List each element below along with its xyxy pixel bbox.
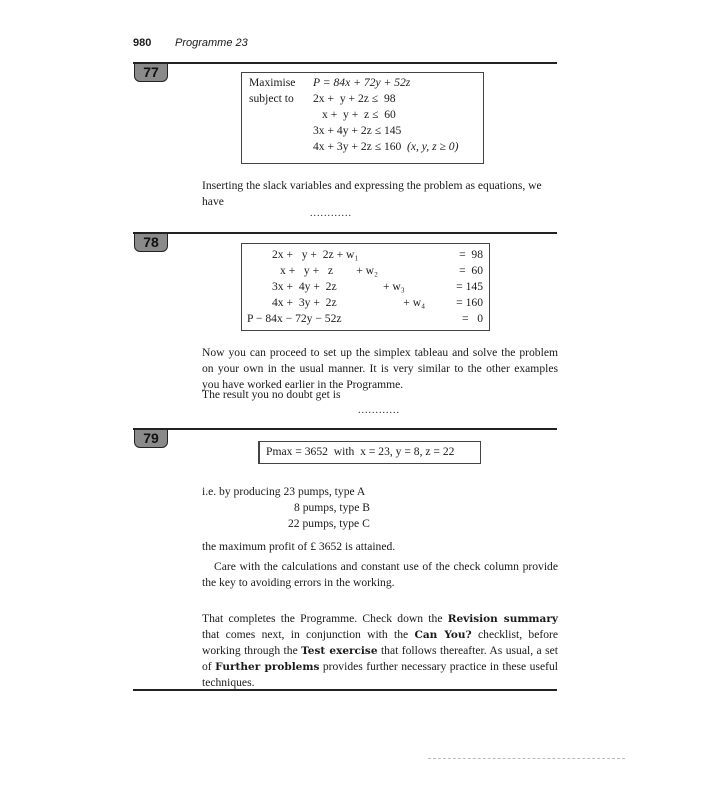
bold-term: Test exercise [301, 645, 378, 657]
frame-number-79: 79 [134, 429, 168, 448]
label-subject-to: subject to [249, 92, 294, 105]
text: that follows thereafter. As usual, a set of [202, 644, 558, 673]
result: Pmax = 3652 with x = 23, y = 8, z = 22 [266, 445, 455, 458]
text: provides further necessary practice in these useful techniques. [202, 660, 558, 689]
result-box [258, 441, 481, 464]
closing-paragraph [202, 611, 558, 691]
constraint: 4x + 3y + 2z ≤ 160 [313, 140, 402, 153]
frame-number-77: 77 [134, 63, 168, 82]
paragraph: The result you no doubt get is [202, 388, 341, 401]
equations-box [241, 243, 490, 331]
frame-number-78: 78 [134, 233, 168, 252]
page-number: 980 [133, 37, 152, 49]
line: the maximum profit of £ 3652 is attained. [202, 540, 396, 553]
paragraph: Care with the calculations and constant use of the check column provide the key to avoiding errors in the working. [202, 560, 558, 589]
paragraph: Now you can proceed to set up the simplex tableau and solve the problem on your own in the usual manner. It is very similar to the other examples you have worked earlier in the Programme. [202, 346, 558, 391]
continuation-dots: ............ [358, 405, 400, 416]
equation-rhs: = 160 [456, 296, 483, 309]
frame-rule [133, 232, 557, 234]
equation-lhs: 3x + 4y + 2z + w₃ [272, 280, 405, 293]
running-title: Programme 23 [175, 37, 248, 49]
equation-lhs: P − 84x − 72y − 52z [247, 312, 342, 325]
bold-term: Can You? [414, 629, 472, 641]
equation-lhs: 2x + y + 2z + w₁ [272, 248, 359, 261]
equation-rhs: = 60 [459, 264, 483, 277]
frame-rule [133, 428, 557, 430]
text: that comes next, in conjunction with the [202, 628, 415, 641]
bold-term: Further problems [215, 661, 320, 673]
line: 8 pumps, type B [294, 501, 371, 514]
dashed-line [428, 758, 625, 759]
label-maximise: Maximise [249, 76, 296, 89]
objective: P = 84x + 72y + 52z [313, 76, 411, 89]
line: i.e. by producing 23 pumps, type A [202, 485, 366, 498]
bottom-rule [133, 689, 557, 691]
text: checklist, before working through the [202, 628, 559, 657]
equation-rhs: = 145 [456, 280, 483, 293]
constraint: 2x + y + 2z ≤ 98 [313, 92, 396, 105]
equation-rhs: = 0 [461, 312, 483, 325]
problem-box [241, 72, 484, 164]
equation-lhs: x + y + z + w₂ [280, 264, 379, 277]
nonnegativity: (x, y, z ≥ 0) [407, 140, 459, 153]
equation-lhs: 4x + 3y + 2z + w₄ [272, 296, 426, 309]
constraint: 3x + 4y + 2z ≤ 145 [313, 124, 402, 137]
line: 22 pumps, type C [288, 517, 370, 530]
constraint: x + y + z ≤ 60 [322, 108, 396, 121]
frame-rule [133, 62, 557, 64]
paragraph: Inserting the slack variables and expressing the problem as equations, we have [202, 179, 542, 208]
bold-term: Revision summary [447, 613, 558, 625]
continuation-dots: ............ [310, 208, 352, 219]
equation-rhs: = 98 [459, 248, 483, 261]
text: That completes the Programme. Check down the [202, 612, 448, 625]
